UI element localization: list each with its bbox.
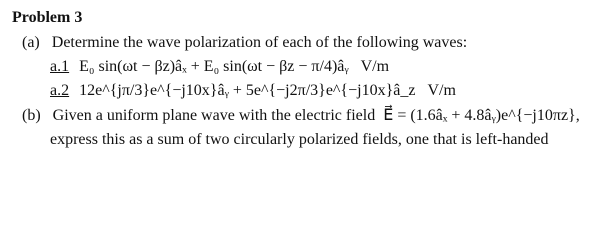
item-a2-unit: V/m [427,82,456,99]
item-a2-line [50,81,456,101]
part-b-line [22,106,580,126]
problem-title: Problem 3 [12,9,83,26]
item-a1-equation: E₀ sin(ωt − βz)âₓ + E₀ sin(ωt − βz − π/4)âᵧ [79,58,349,75]
part-a-line [22,33,467,53]
part-b-text-line2: express this as a sum of two circularly polarized fields, one that is left-handed [50,131,549,148]
item-a2-label: a.2 [50,82,70,99]
part-b-label: (b) [22,107,41,124]
part-b-text-start: Given a uniform plane wave with the electric field [52,107,376,124]
part-b-text-end: , [575,107,580,124]
part-b-equation: E⃗ = (1.6âₓ + 4.8âᵧ)e^{−j10πz} [383,107,576,124]
part-a-label: (a) [22,34,40,51]
item-a1-unit: V/m [360,58,390,75]
part-a-text: Determine the wave polarization of each of the following waves: [51,34,468,51]
part-b-line-2 [50,130,549,150]
item-a1-line [50,57,389,77]
item-a1-label: a.1 [50,58,70,75]
item-a2-equation: 12e^{jπ/3}e^{−j10x}âᵧ + 5e^{−j2π/3}e^{−j10x}â_z [79,82,416,99]
